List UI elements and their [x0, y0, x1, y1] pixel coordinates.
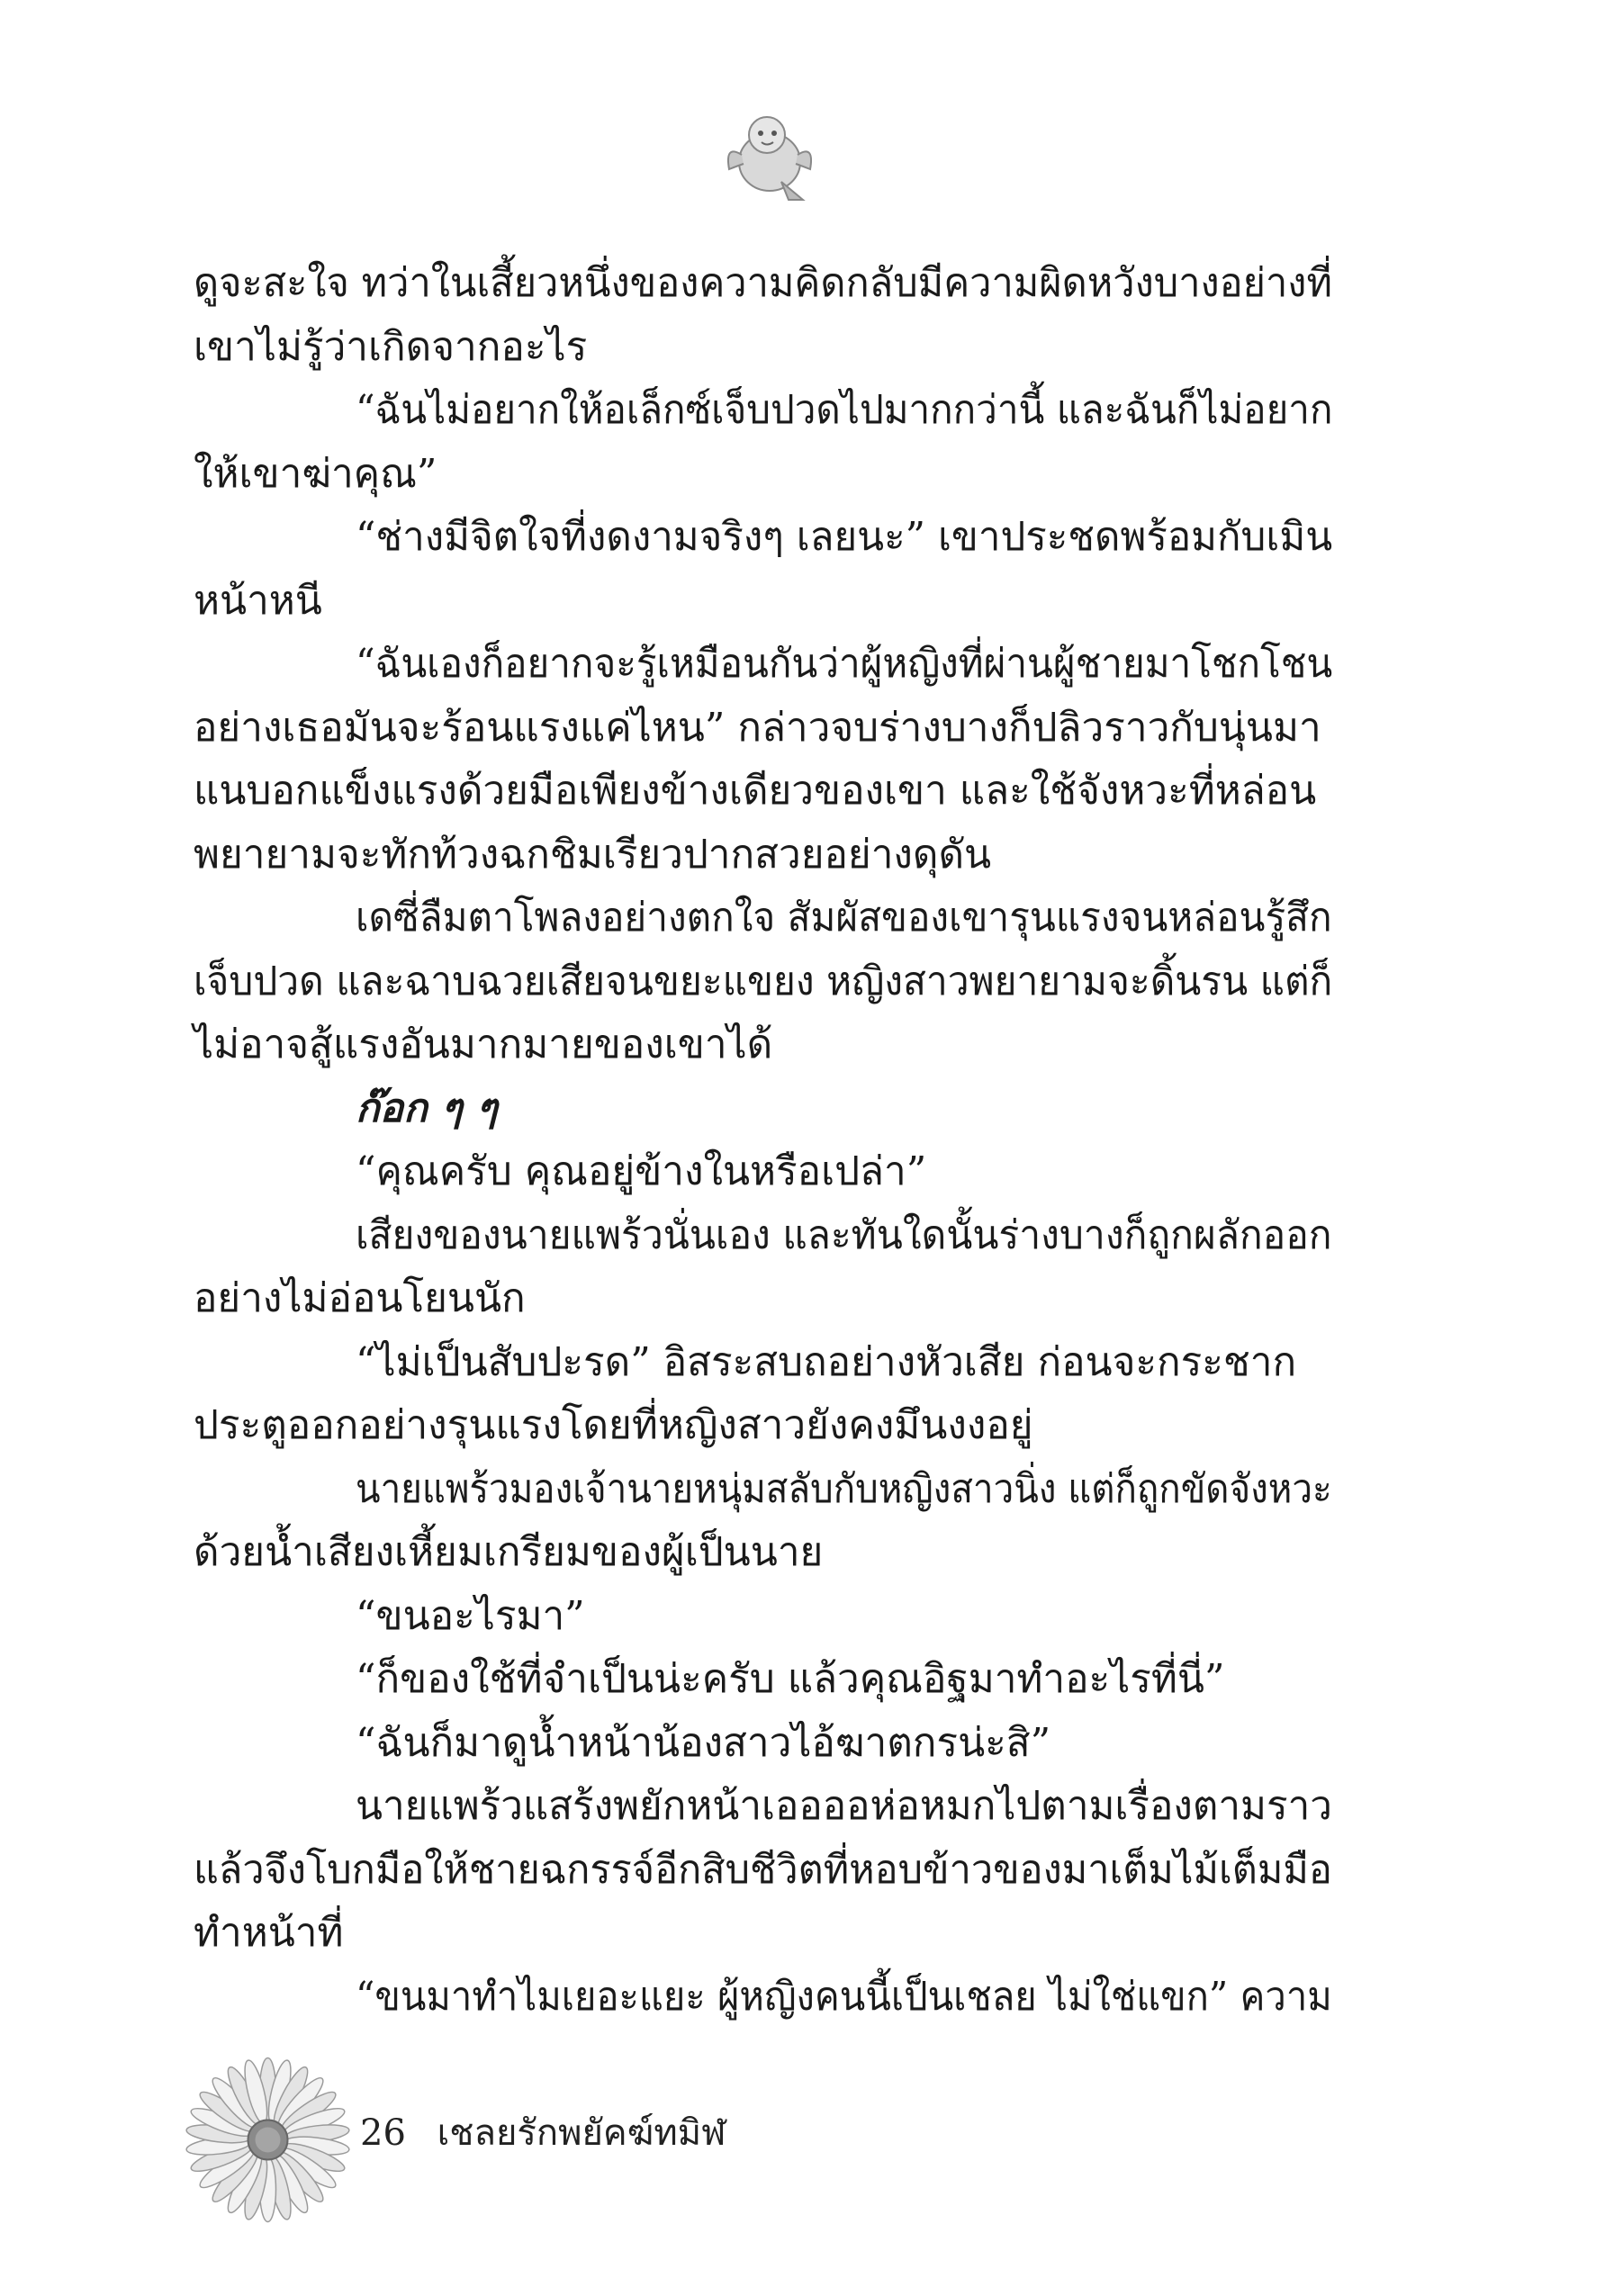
- text-line: อย่างเธอมันจะร้อนแรงแค่ไหน” กล่าวจบร่างบางก็ปลิวราวกับนุ่นมา: [194, 704, 1321, 751]
- text-line: ก๊อก ๆ ๆ: [356, 1085, 498, 1131]
- text-line: “ช่างมีจิตใจที่งดงามจริงๆ เลยนะ” เขาประชดพร้อมกับเมิน: [356, 514, 1333, 560]
- text-line: ด้วยน้ำเสียงเหี้ยมเกรียมของผู้เป็นนาย: [194, 1529, 824, 1575]
- daisy-flower-icon: [185, 2057, 351, 2223]
- text-line: “ขนมาทำไมเยอะแยะ ผู้หญิงคนนี้เป็นเชลย ไม่ใช่แขก” ความ: [356, 1973, 1332, 2020]
- text-line: ทำหน้าที่: [194, 1910, 344, 1956]
- text-line: “ฉันไม่อยากให้อเล็กซ์เจ็บปวดไปมากกว่านี้ และฉันก็ไม่อยาก: [356, 387, 1333, 433]
- cartoon-cherub-icon: [702, 99, 837, 207]
- text-line: ดูจะสะใจ ทว่าในเสี้ยวหนึ่งของความคิดกลับมีความผิดหวังบางอย่างที่: [194, 260, 1332, 306]
- text-line: “ฉันเองก็อยากจะรู้เหมือนกันว่าผู้หญิงที่ผ่านผู้ชายมาโชกโชน: [356, 641, 1333, 687]
- text-line: อย่างไม่อ่อนโยนนัก: [194, 1275, 526, 1321]
- text-line: แล้วจึงโบกมือให้ชายฉกรรจ์อีกสิบชีวิตที่หอบข้าวของมาเต็มไม้เต็มมือ: [194, 1846, 1332, 1893]
- text-line: หน้าหนี: [194, 577, 322, 624]
- text-line: ประตูออกอย่างรุนแรงโดยที่หญิงสาวยังคงมึนงงอยู่: [194, 1402, 1033, 1448]
- book-title: เชลยรักพยัคฆ์ทมิฬ: [437, 2112, 726, 2154]
- text-line: เจ็บปวด และฉาบฉวยเสียจนขยะแขยง หญิงสาวพยายามจะดิ้นรน แต่ก็: [194, 958, 1333, 1004]
- text-line: แนบอกแข็งแรงด้วยมือเพียงข้างเดียวของเขา และใช้จังหวะที่หล่อน: [194, 768, 1317, 814]
- text-line: “คุณครับ คุณอยู่ข้างในหรือเปล่า”: [356, 1148, 927, 1194]
- text-line: “ฉันก็มาดูน้ำหน้าน้องสาวไอ้ฆาตกรน่ะสิ”: [356, 1719, 1051, 1766]
- text-line: ให้เขาฆ่าคุณ”: [194, 450, 437, 497]
- body-text: [194, 254, 1332, 2036]
- page-number: 26: [360, 2112, 406, 2154]
- text-line: “ก็ของใช้ที่จำเป็นน่ะครับ แล้วคุณอิฐมาทำอะไรที่นี่”: [356, 1656, 1225, 1702]
- text-line: ไม่อาจสู้แรงอันมากมายของเขาได้: [194, 1022, 773, 1067]
- text-line: เขาไม่รู้ว่าเกิดจากอะไร: [194, 323, 588, 370]
- text-line: นายแพร้วแสร้งพยักหน้าเออออห่อหมกไปตามเรื่องตามราว: [356, 1783, 1332, 1829]
- text-line: นายแพร้วมองเจ้านายหนุ่มสลับกับหญิงสาวนิ่ง แต่ก็ถูกขัดจังหวะ: [356, 1465, 1332, 1512]
- text-line: “ไม่เป็นสับปะรด” อิสระสบถอย่างหัวเสีย ก่อนจะกระชาก: [356, 1338, 1297, 1385]
- text-line: เดซี่ลืมตาโพลงอย่างตกใจ สัมผัสของเขารุนแรงจนหล่อนรู้สึก: [356, 895, 1332, 941]
- text-line: พยายามจะทักท้วงฉกชิมเรียวปากสวยอย่างดุดัน: [194, 831, 992, 878]
- text-line: เสียงของนายแพร้วนั่นเอง และทันใดนั้นร่างบางก็ถูกผลักออก: [356, 1211, 1332, 1258]
- text-line: “ขนอะไรมา”: [356, 1592, 585, 1639]
- page-footer: [360, 2106, 726, 2160]
